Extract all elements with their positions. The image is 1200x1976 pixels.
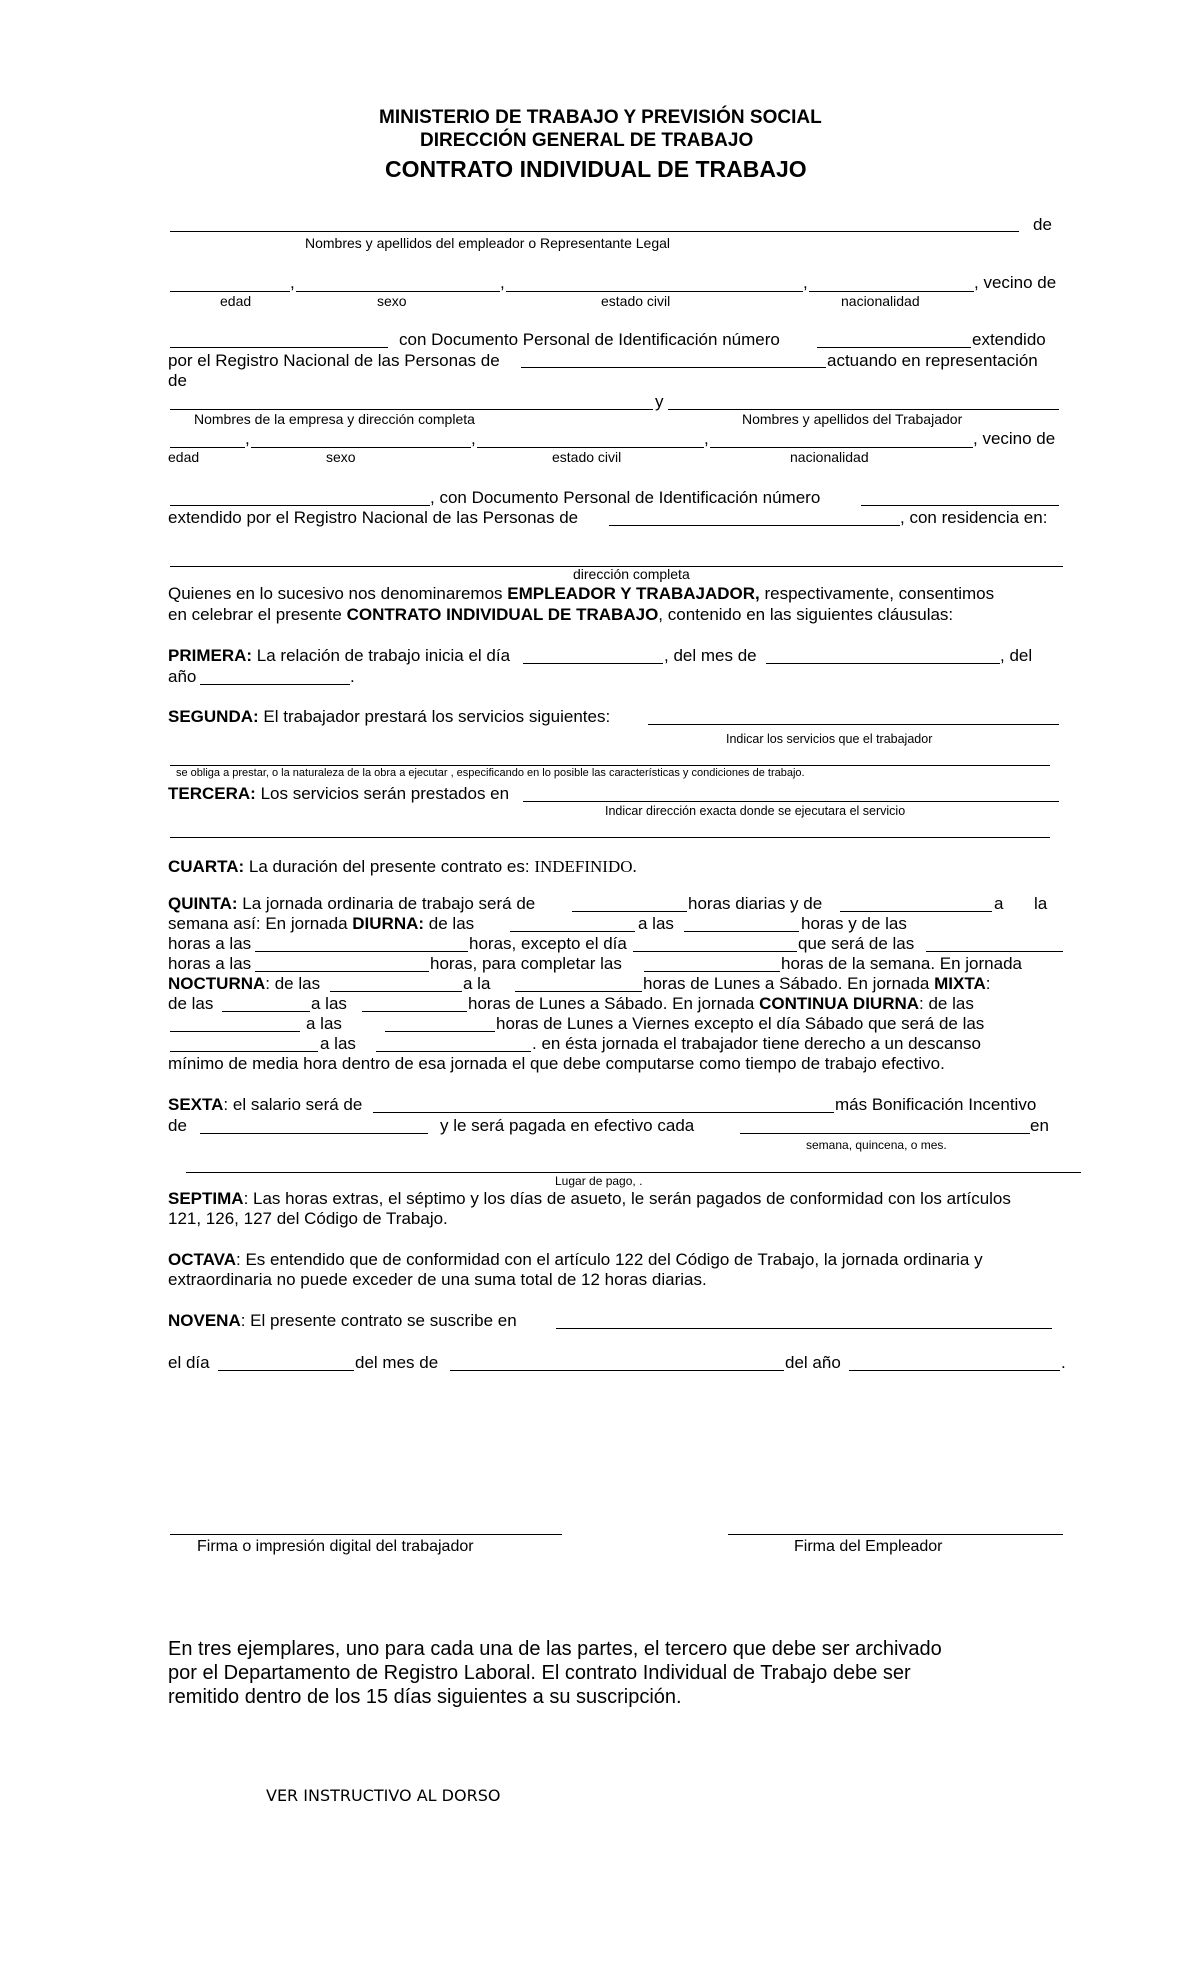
company-caption: Nombres de la empresa y dirección completa [194,411,475,427]
payment-period-blank[interactable] [740,1133,1030,1134]
diurna-from-blank[interactable] [510,931,635,932]
diurna-a-las: a las [638,914,674,933]
worker-vecino-label: , vecino de [973,429,1056,448]
novena-dot: . [1061,1353,1066,1372]
sexta-pagada: y le será pagada en efectivo cada [440,1116,695,1135]
footer-line-2: por el Departamento de Registro Laboral. El contrato Individual de Trabajo debe ser [168,1662,911,1684]
employer-signature-line[interactable] [728,1534,1063,1535]
octava-line-2: extraordinaria no puede exceder de una suma total de 12 horas diarias. [168,1270,707,1289]
quinta-line-8a: a las [320,1034,356,1053]
segunda-services-blank-2[interactable] [170,765,1050,766]
employer-civil-status-blank[interactable] [506,291,803,292]
quinta-a: a [994,894,1004,913]
septima-line-1: SEPTIMA: Las horas extras, el séptimo y los días de asueto, le serán pagados de conformidad con los artículos [168,1189,1011,1208]
payment-place-blank[interactable] [186,1172,1081,1173]
worker-registro-label: extendido por el Registro Nacional de las Personas de [168,508,579,527]
caption-nacionalidad: nacionalidad [841,293,920,309]
except-to-blank[interactable] [255,971,429,972]
except-day-blank[interactable] [633,951,797,952]
signing-month-blank[interactable] [450,1370,784,1371]
novena-el-dia: el día [168,1353,210,1372]
sexta-en: en [1030,1116,1049,1135]
nocturna-from-blank[interactable] [330,991,462,992]
primera-year-blank[interactable] [200,684,350,685]
worker-signature-line[interactable] [170,1534,562,1535]
primera-clause: PRIMERA: La relación de trabajo inicia el día [168,646,511,665]
caption-estado-civil: estado civil [601,293,671,309]
septima-line-2: 121, 126, 127 del Código de Trabajo. [168,1209,448,1228]
quinta-line-7b: horas de Lunes a Viernes excepto el día Sábado que será de las [496,1014,985,1033]
octava-line-1: OCTAVA: Es entendido que de conformidad con el artículo 122 del Código de Trabajo, la jornada ordinaria y [168,1250,983,1269]
worker-age-blank[interactable] [170,447,245,448]
sexta-bonificacion: más Bonificación Incentivo [835,1095,1037,1114]
segunda-caption-1: Indicar los servicios que el trabajador [726,732,933,746]
quinta-line-5d: horas de Lunes a Sábado. En jornada MIXTA: [643,974,991,993]
quinta-line-4c: horas de la semana. En jornada [781,954,1022,973]
employer-signature-label: Firma del Empleador [794,1538,943,1555]
quinta-line-3a: horas a las [168,934,252,953]
contract-title: CONTRATO INDIVIDUAL DE TRABAJO [385,156,807,182]
segunda-services-blank[interactable] [648,724,1059,725]
signing-year-blank[interactable] [849,1370,1060,1371]
signing-place-blank[interactable] [556,1328,1052,1329]
employer-dpi-blank[interactable] [817,347,971,348]
quinta-line-9: mínimo de media hora dentro de esa jornada el que debe computarse como tiempo de trabajo efectivo. [168,1054,945,1073]
intro-line-1: Quienes en lo sucesivo nos denominaremos EMPLEADOR Y TRABAJADOR, respectivamente, consentimos [168,584,995,603]
segunda-caption-2: se obliga a prestar, o la naturaleza de la obra a ejecutar , especificando en lo posible las características y condiciones de trabajo. [176,767,805,779]
ministry-heading: MINISTERIO DE TRABAJO Y PREVISIÓN SOCIAL [379,107,822,128]
tercera-place-blank-2[interactable] [170,837,1050,838]
employer-sex-blank[interactable] [296,291,500,292]
employer-vecino-label: , vecino de [974,273,1057,292]
continua-from-blank[interactable] [170,1031,300,1032]
comma: , [245,429,250,448]
bonus-blank[interactable] [200,1133,428,1134]
employer-age-blank[interactable] [170,291,290,292]
employer-representacion-label: actuando en representación [827,351,1038,370]
comma: , [704,429,709,448]
primera-anio-label: año [168,667,197,686]
quinta-hours-daily-blank[interactable] [572,911,687,912]
saturday-to-blank[interactable] [376,1051,531,1052]
caption-edad: edad [168,449,200,465]
quinta-line-3c: que será de las [798,934,915,953]
quinta-line-6c: horas de Lunes a Sábado. En jornada CONTINUA DIURNA: de las [468,994,974,1013]
sexta-de: de [168,1116,187,1135]
comma: , [471,429,476,448]
caption-edad: edad [220,293,252,309]
employer-name-caption: Nombres y apellidos del empleador o Representante Legal [305,235,670,251]
worker-sex-blank[interactable] [251,447,471,448]
place-caption: Lugar de pago, . [555,1174,643,1188]
period-caption: semana, quincena, o mes. [806,1138,947,1152]
caption-sexo: sexo [377,293,407,309]
quinta-line-4a: horas a las [168,954,252,973]
novena-clause: NOVENA: El presente contrato se suscribe en [168,1311,517,1330]
quinta-line-2: semana así: En jornada DIURNA: de las [168,914,475,933]
quinta-line-5c: a la [463,974,491,993]
quinta-line-6a: de las [168,994,214,1013]
company-name-blank[interactable] [170,409,653,410]
intro-line-2: en celebrar el presente CONTRATO INDIVIDUAL DE TRABAJO, contenido en las siguientes cláusulas: [168,605,954,624]
quinta-line-3b: horas, excepto el día [469,934,627,953]
primera-dot: . [350,667,355,686]
primera-mes-label: , del mes de [664,646,757,665]
complete-hours-blank[interactable] [644,971,780,972]
employer-extendido-label: extendido [972,330,1046,349]
footer-line-1: En tres ejemplares, uno para cada una de las partes, el tercero que debe ser archivado [168,1638,942,1660]
segunda-clause: SEGUNDA: El trabajador prestará los servicios siguientes: [168,707,611,726]
y-label: y [655,392,664,411]
cuarta-clause: CUARTA: La duración del presente contrato es: INDEFINIDO. [168,857,637,876]
signing-day-blank[interactable] [218,1370,354,1371]
employer-name-blank[interactable] [170,231,1019,232]
worker-civil-status-blank[interactable] [477,447,704,448]
quinta-line-5a: NOCTURNA: de las [168,974,321,993]
employer-registro-blank[interactable] [521,367,826,368]
footer-line-3: remitido dentro de los 15 días siguientes a su suscripción. [168,1686,682,1708]
mixta-from-blank[interactable] [222,1011,310,1012]
salary-blank[interactable] [373,1112,834,1113]
mixta-to-blank[interactable] [362,1011,467,1012]
quinta-line-4b: horas, para completar las [430,954,622,973]
address-caption: dirección completa [573,566,690,582]
diurna-to-blank-2[interactable] [255,951,468,952]
continua-to-blank[interactable] [385,1031,495,1032]
employer-nationality-blank[interactable] [809,291,974,292]
caption-sexo: sexo [326,449,356,465]
worker-nationality-blank[interactable] [710,447,973,448]
quinta-line-8b: . en ésta jornada el trabajador tiene derecho a un descanso [532,1034,981,1053]
quinta-la: la [1034,894,1048,913]
employer-de-label-2: de [168,371,187,390]
worker-signature-label: Firma o impresión digital del trabajador [197,1538,474,1555]
saturday-from-blank[interactable] [170,1051,318,1052]
diurna-horas-y-de: horas y de las [801,914,907,933]
except-from-blank[interactable] [926,951,1063,952]
worker-registro-blank[interactable] [609,525,900,526]
worker-name-blank[interactable] [668,409,1059,410]
caption-estado-civil: estado civil [552,449,622,465]
sexta-clause: SEXTA: el salario será de [168,1095,363,1114]
worker-vecino-place-blank[interactable] [170,505,430,506]
worker-name-caption: Nombres y apellidos del Trabajador [742,411,963,427]
nocturna-to-blank[interactable] [515,991,642,992]
employer-de-label: de [1033,215,1052,234]
caption-nacionalidad: nacionalidad [790,449,869,465]
comma: , [803,273,808,292]
primera-day-blank[interactable] [523,663,663,664]
quinta-line-1: QUINTA: La jornada ordinaria de trabajo será de [168,894,536,913]
novena-del-anio: del año [785,1353,841,1372]
tercera-place-blank[interactable] [523,801,1059,802]
quinta-from-blank[interactable] [840,911,992,912]
tercera-caption: Indicar dirección exacta donde se ejecutara el servicio [605,804,906,818]
diurna-to-blank[interactable] [684,931,799,932]
primera-month-blank[interactable] [766,663,1000,664]
comma: , [500,273,505,292]
worker-residencia-label: , con residencia en: [900,508,1048,527]
quinta-line-7a: a las [306,1014,342,1033]
direction-heading: DIRECCIÓN GENERAL DE TRABAJO [420,130,754,151]
employer-dpi-label: con Documento Personal de Identificación número [399,330,780,349]
comma: , [290,273,295,292]
worker-dpi-blank[interactable] [861,505,1059,506]
quinta-line-6b: a las [311,994,347,1013]
worker-dpi-label: , con Documento Personal de Identificación número [430,488,821,507]
novena-del-mes: del mes de [355,1353,439,1372]
employer-registro-label: por el Registro Nacional de las Personas de [168,351,500,370]
quinta-horas-diarias: horas diarias y de [688,894,823,913]
employer-vecino-place-blank[interactable] [170,347,388,348]
tercera-clause: TERCERA: Los servicios serán prestados en [168,784,510,803]
instructivo-note: VER INSTRUCTIVO AL DORSO [266,1786,501,1805]
primera-del-label: , del [1000,646,1033,665]
